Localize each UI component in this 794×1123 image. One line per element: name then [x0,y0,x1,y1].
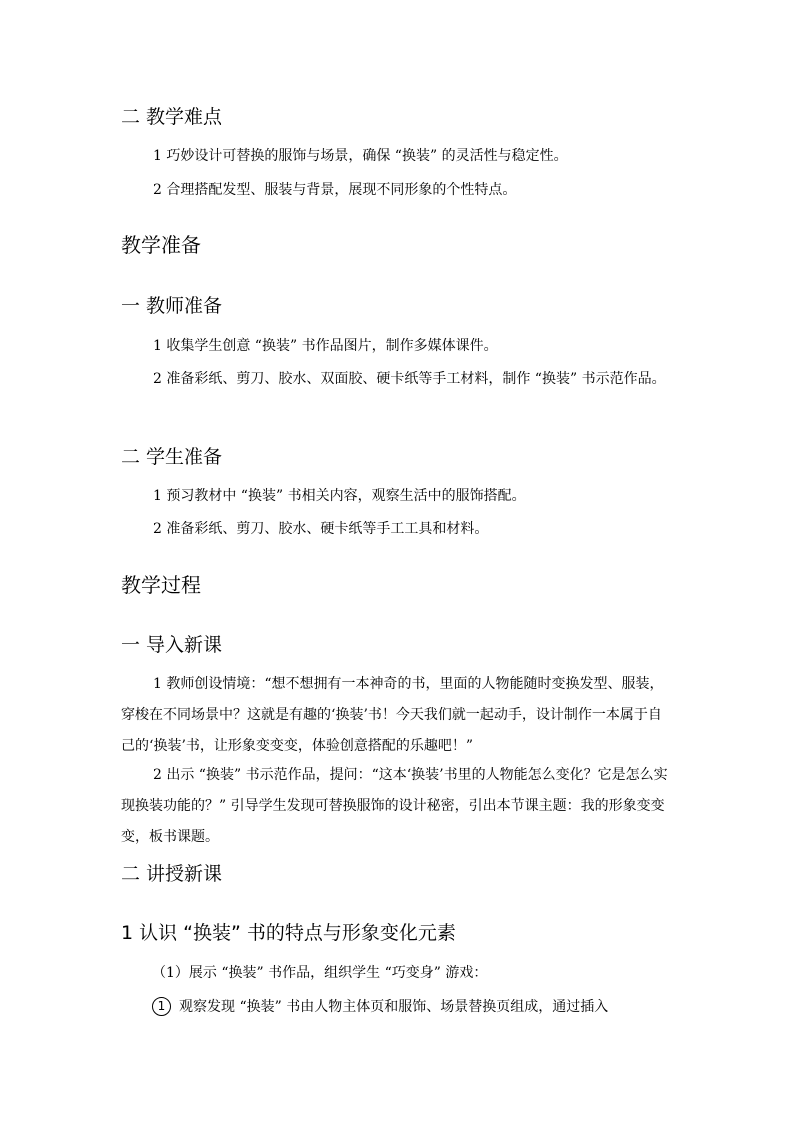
circled-number: 1 [152,997,171,1016]
observe-text: 观察发现 “换装” 书由人物主体页和服饰、场景替换页组成，通过插入 [179,999,609,1015]
paragraph: 2 准备彩纸、剪刀、胶水、双面胶、硬卡纸等手工材料，制作 “换装” 书示范作品。 [153,371,666,387]
heading-process: 教学过程 [121,573,201,597]
observe-line [152,995,608,1019]
paragraph: 2 合理搭配发型、服装与背景，展现不同形象的个性特点。 [153,182,517,198]
heading-prep: 教学准备 [121,233,201,257]
heading-teacher-prep: 一 教师准备 [121,295,223,317]
paragraph: 1 预习教材中 “换装” 书相关内容，观察生活中的服饰搭配。 [153,488,526,504]
subheading-features: 1 认识 “换装” 书的特点与形象变化元素 [121,922,456,944]
heading-student-prep: 二 学生准备 [121,446,223,468]
step-text: （1）展示 “换装” 书作品，组织学生 “巧变身” 游戏： [152,965,488,981]
paragraph: 1 巧妙设计可替换的服饰与场景，确保 “换装” 的灵活性与稳定性。 [153,148,568,164]
paragraph: 1 教师创设情境：“想不想拥有一本神奇的书，里面的人物能随时变换发型、服装，穿梭在不同场景中？这就是有趣的‘换装’书！今天我们就一起动手，设计制作一本属于自己的‘换装’书，让形象变变变，体验创意搭配的乐趣吧！” [121,676,664,754]
heading-intro: 一 导入新课 [121,634,223,656]
paragraph: 2 准备彩纸、剪刀、胶水、硬卡纸等手工工具和材料。 [153,521,489,537]
heading-difficulty: 二 教学难点 [121,106,223,128]
paragraph: 1 收集学生创意 “换装” 书作品图片，制作多媒体课件。 [153,338,498,354]
heading-teach: 二 讲授新课 [121,863,223,885]
paragraph: 2 出示 “换装” 书示范作品，提问：“这本‘换装’书里的人物能怎么变化？它是怎么实现换装功能的？” 引导学生发现可替换服饰的设计秘密，引出本节课主题：我的形象变变变，板书课题。 [121,767,668,845]
